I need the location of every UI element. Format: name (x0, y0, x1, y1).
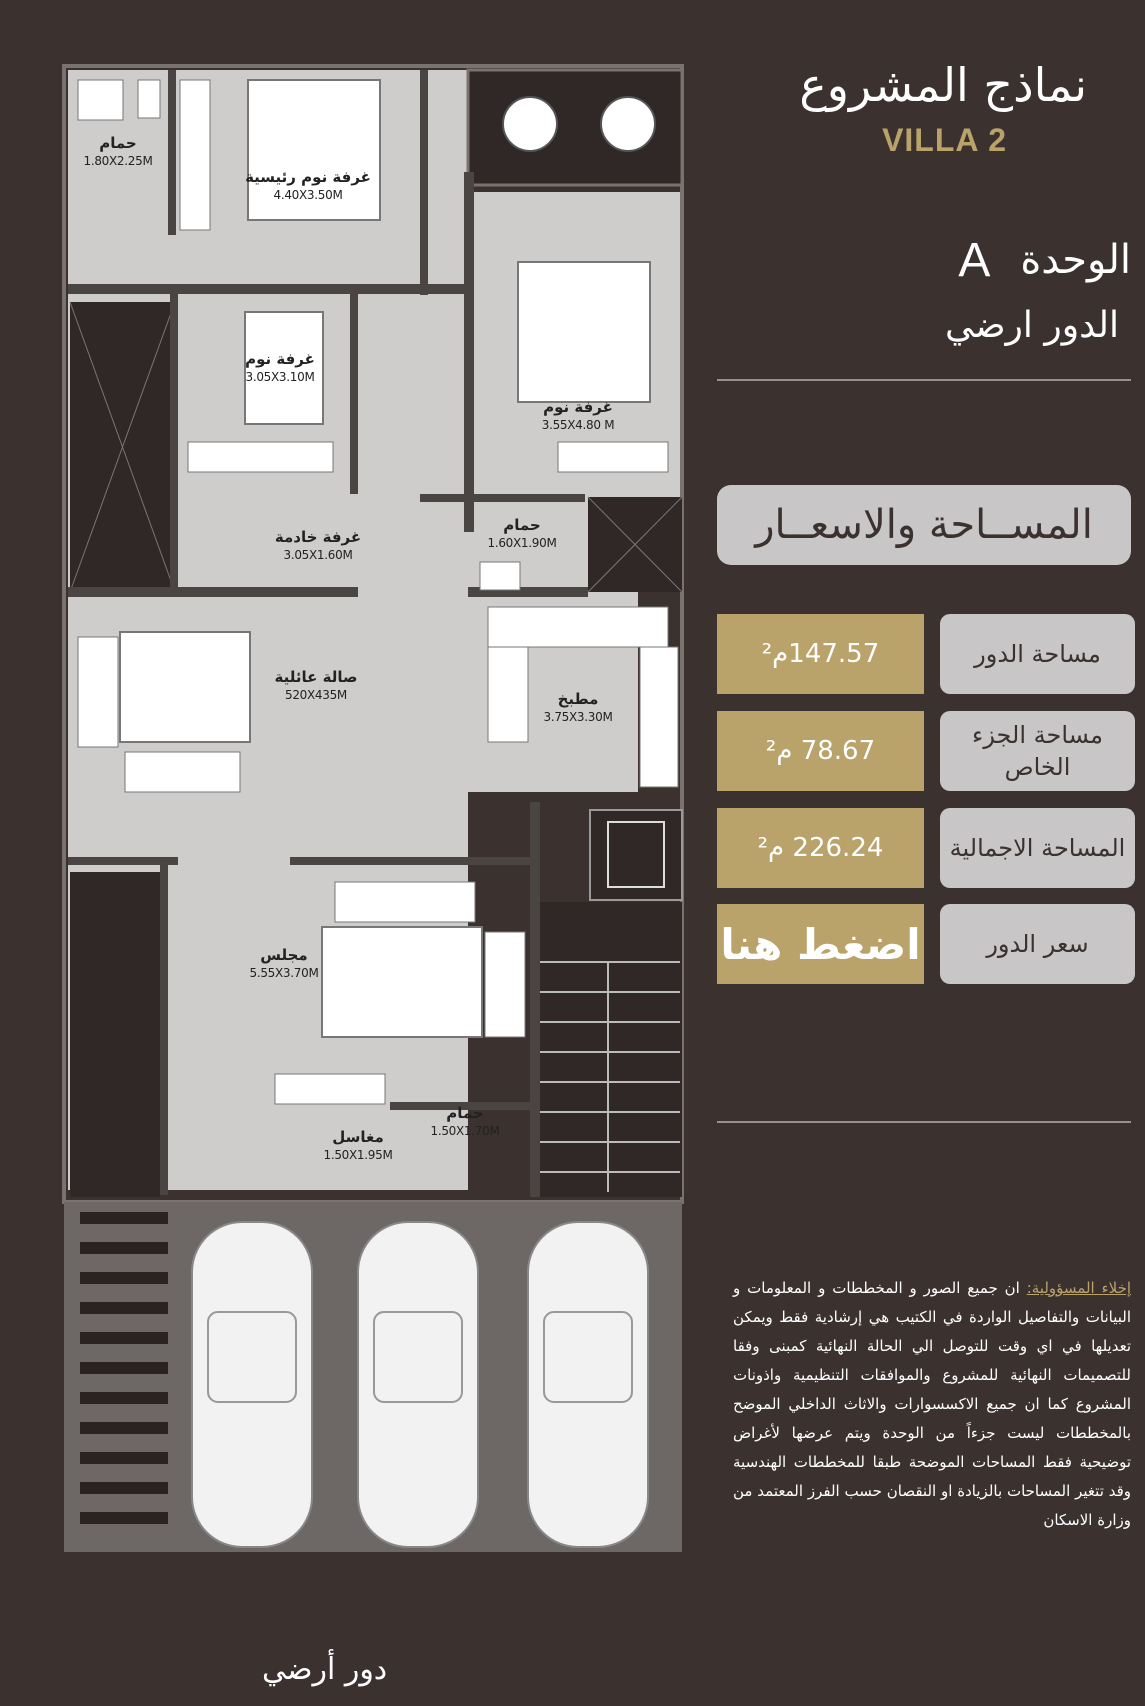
room-label-bedroom-1 (245, 350, 315, 386)
total-area-value: 226.24 م² (717, 808, 924, 888)
villa-name: VILLA 2 (882, 122, 1007, 158)
room-label-kitchen (543, 690, 612, 726)
room-dims: 1.50X1.70M (430, 1124, 500, 1138)
unit-letter: A (958, 233, 991, 287)
private-area-value: 78.67 م² (717, 711, 924, 791)
room-label-bathroom-3 (430, 1104, 499, 1140)
room-name: غرفة نوم (543, 398, 613, 416)
disclaimer-text: ان جميع الصور و المخططات و المعلومات و البيانات والتفاصيل الواردة في الكتيب هي إرشادية فقط ويمكن تعديلها في اي وقت للتوصل الي الحالة النهائية كمبنى وفقا للتصميمات النهائية للمشروع والموافقات التنظيمية واذونات المشروع كما ان جميع الاكسسوارات والاثاث الداخلي الموضح بالمخططات ليست جزءاً من الوحدة ويتم عرضها لأغراض توضيحية فقط المساحات الموضحة طبقا للمخططات الهندسية وقد تتغير المساحات بالزيادة او النقصان حسب الفرز المعتمد من وزارة الاسكان (733, 1279, 1131, 1529)
area-prices-heading: المســاحة والاسعــار (717, 485, 1131, 565)
room-dims: 3.55X4.80 M (541, 418, 615, 432)
room-name: حمام (99, 134, 137, 152)
room-name: حمام (446, 1104, 484, 1122)
room-label-majlis (249, 946, 318, 982)
floor-caption: دور أرضي (262, 1652, 388, 1687)
click-here-button[interactable]: اضغط هنا (717, 904, 924, 984)
unit-heading (958, 230, 1131, 290)
divider-top (717, 379, 1131, 381)
room-label-bedroom-2 (542, 398, 615, 434)
private-area-label: مساحة الجزء الخاص (940, 711, 1135, 791)
room-name: غرفة خادمة (274, 528, 362, 546)
floor-name: الدور ارضي (944, 305, 1119, 346)
room-label-bathroom-1 (83, 134, 152, 170)
room-name: مطبخ (557, 690, 599, 708)
room-dims: 1.60X1.90M (487, 536, 557, 550)
room-dims: 1.80X2.25M (83, 154, 153, 168)
unit-label: الوحدة (1020, 237, 1131, 283)
divider-bottom (717, 1121, 1131, 1123)
room-name: مجلس (260, 946, 308, 964)
room-dims: 520X435M (285, 688, 347, 702)
total-area-label: المساحة الاجمالية (940, 808, 1135, 888)
floor-area-label: مساحة الدور (940, 614, 1135, 694)
room-dims: 3.75X3.30M (543, 710, 613, 724)
floor-plan (60, 62, 686, 1557)
room-label-sinks (323, 1128, 392, 1164)
room-label-maid-room (275, 528, 361, 564)
disclaimer-lead: إخلاء المسؤولية: (1026, 1279, 1132, 1297)
room-dims: 5.55X3.70M (249, 966, 319, 980)
floor-price-label: سعر الدور (940, 904, 1135, 984)
room-dims: 1.50X1.95M (323, 1148, 393, 1162)
room-dims: 3.05X3.10M (245, 370, 315, 384)
floor-area-value: 147.57م² (717, 614, 924, 694)
room-label-master-bedroom (245, 168, 371, 204)
room-label-family-hall (275, 668, 358, 704)
room-name: غرفة نوم (245, 350, 315, 368)
room-dims: 3.05X1.60M (283, 548, 353, 562)
room-name: مغاسل (332, 1128, 384, 1146)
room-name: حمام (503, 516, 541, 534)
disclaimer (733, 1274, 1131, 1535)
room-name: غرفة نوم رئيسية (245, 168, 371, 186)
room-dims: 4.40X3.50M (273, 188, 343, 202)
room-name: صالة عائلية (274, 668, 358, 686)
room-label-bathroom-2 (487, 516, 556, 552)
floor-plan-drawing (60, 62, 686, 1557)
project-title: نماذج المشروع (799, 58, 1087, 112)
